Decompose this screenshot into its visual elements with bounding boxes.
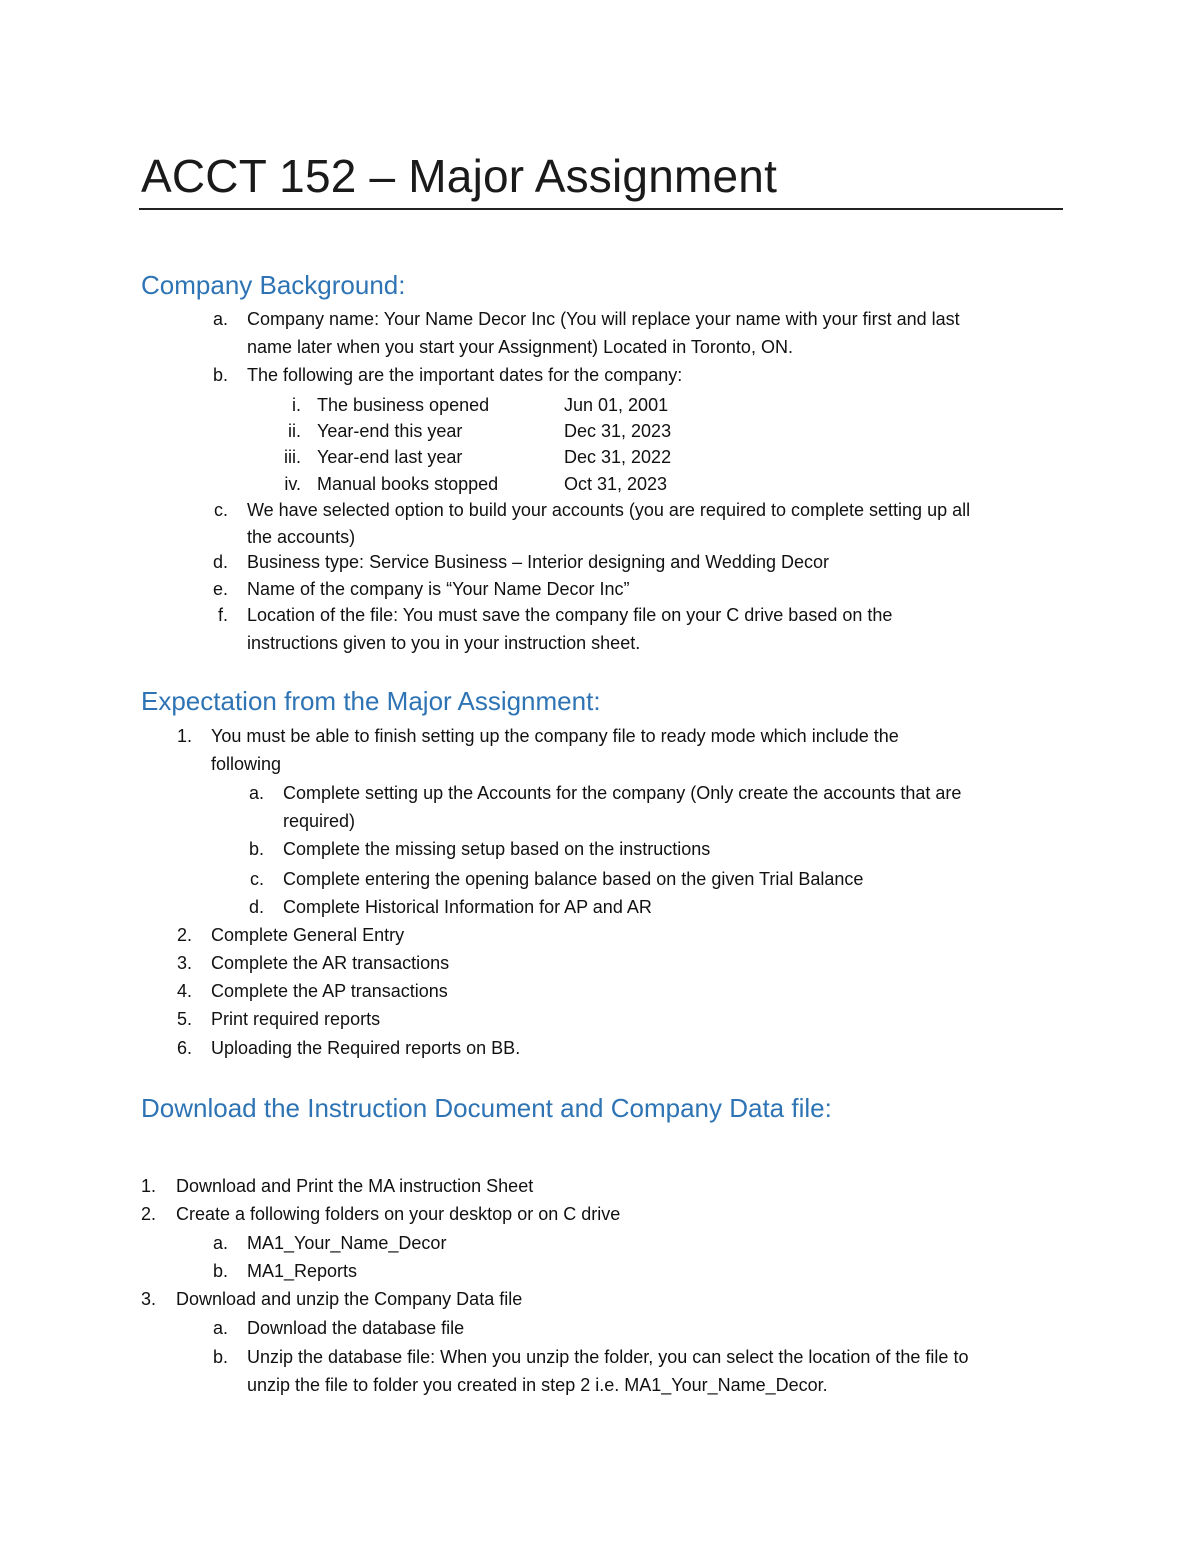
date-value: Oct 31, 2023 [564,474,668,494]
list-item-text: Download and unzip the Company Data file [176,1289,523,1309]
list-item-text: unzip the file to folder you created in step 2 i.e. MA1_Your_Name_Decor. [247,1375,828,1395]
document-title: ACCT 152 – Major Assignment [141,150,778,202]
list-item-text: Complete the AR transactions [211,953,450,973]
list-marker: a. [248,783,264,803]
list-item-text: You must be able to finish setting up the company file to ready mode which include the [211,726,899,746]
list-item-text: Location of the file: You must save the company file on your C drive based on the [247,605,893,625]
list-item-text: Business type: Service Business – Interior designing and Wedding Decor [247,552,829,572]
list-marker: 1. [140,1176,156,1196]
list-marker: b. [212,1261,228,1281]
list-item-text: Print required reports [211,1009,381,1029]
list-item-text: required) [283,811,356,831]
date-label: Year-end this year [317,421,463,441]
list-marker: iii. [284,447,301,467]
list-item-text: Complete General Entry [211,925,405,945]
list-marker: c. [213,500,228,520]
date-label: The business opened [317,395,490,415]
heading-download: Download the Instruction Document and Company Data file: [141,1093,832,1123]
date-label: Year-end last year [317,447,463,467]
list-marker: 4. [176,981,192,1001]
list-marker: b. [212,365,228,385]
heading-company-background: Company Background: [141,270,406,300]
list-marker: b. [248,839,264,859]
list-item-text: Name of the company is “Your Name Decor Inc” [247,579,630,599]
list-item-text: Unzip the database file: When you unzip the folder, you can select the location of the file to [247,1347,969,1367]
date-value: Dec 31, 2022 [564,447,672,467]
list-item-text: MA1_Reports [247,1261,358,1281]
list-item-text: the accounts) [247,527,356,547]
list-marker: 2. [176,925,192,945]
list-marker: iv. [284,474,301,494]
list-item-text: The following are the important dates for the company: [247,365,683,385]
list-marker: c. [249,869,264,889]
list-marker: 3. [140,1289,156,1309]
title-underline [139,208,1063,210]
list-marker: 2. [140,1204,156,1224]
list-marker: a. [212,1233,228,1253]
list-marker: ii. [288,421,301,441]
list-item-text: Company name: Your Name Decor Inc (You will replace your name with your first and last [247,309,960,329]
list-marker: a. [212,1318,228,1338]
list-item-text: Complete entering the opening balance based on the given Trial Balance [283,869,864,889]
list-marker: 6. [176,1038,192,1058]
list-item-text: following [211,754,282,774]
list-marker: i. [292,395,301,415]
list-item-text: MA1_Your_Name_Decor [247,1233,447,1253]
list-marker: f. [217,605,228,625]
list-marker: 3. [176,953,192,973]
list-marker: a. [212,309,228,329]
heading-expectation: Expectation from the Major Assignment: [141,686,601,716]
list-item-text: instructions given to you in your instruction sheet. [247,633,641,653]
list-marker: 1. [176,726,192,746]
list-marker: b. [212,1347,228,1367]
list-marker: e. [212,579,228,599]
date-value: Dec 31, 2023 [564,421,672,441]
list-item-text: We have selected option to build your accounts (you are required to complete setting up all [247,500,971,520]
list-item-text: Complete Historical Information for AP and AR [283,897,652,917]
list-marker: d. [212,552,228,572]
list-item-text: Download and Print the MA instruction Sheet [176,1176,534,1196]
list-item-text: Create a following folders on your desktop or on C drive [176,1204,621,1224]
date-label: Manual books stopped [317,474,499,494]
list-item-text: Complete the missing setup based on the instructions [283,839,711,859]
list-item-text: Complete setting up the Accounts for the company (Only create the accounts that are [283,783,962,803]
list-item-text: Uploading the Required reports on BB. [211,1038,521,1058]
list-item-text: Complete the AP transactions [211,981,448,1001]
list-item-text: Download the database file [247,1318,465,1338]
list-marker: d. [248,897,264,917]
list-item-text: name later when you start your Assignment) Located in Toronto, ON. [247,337,793,357]
list-marker: 5. [176,1009,192,1029]
date-value: Jun 01, 2001 [564,395,669,415]
